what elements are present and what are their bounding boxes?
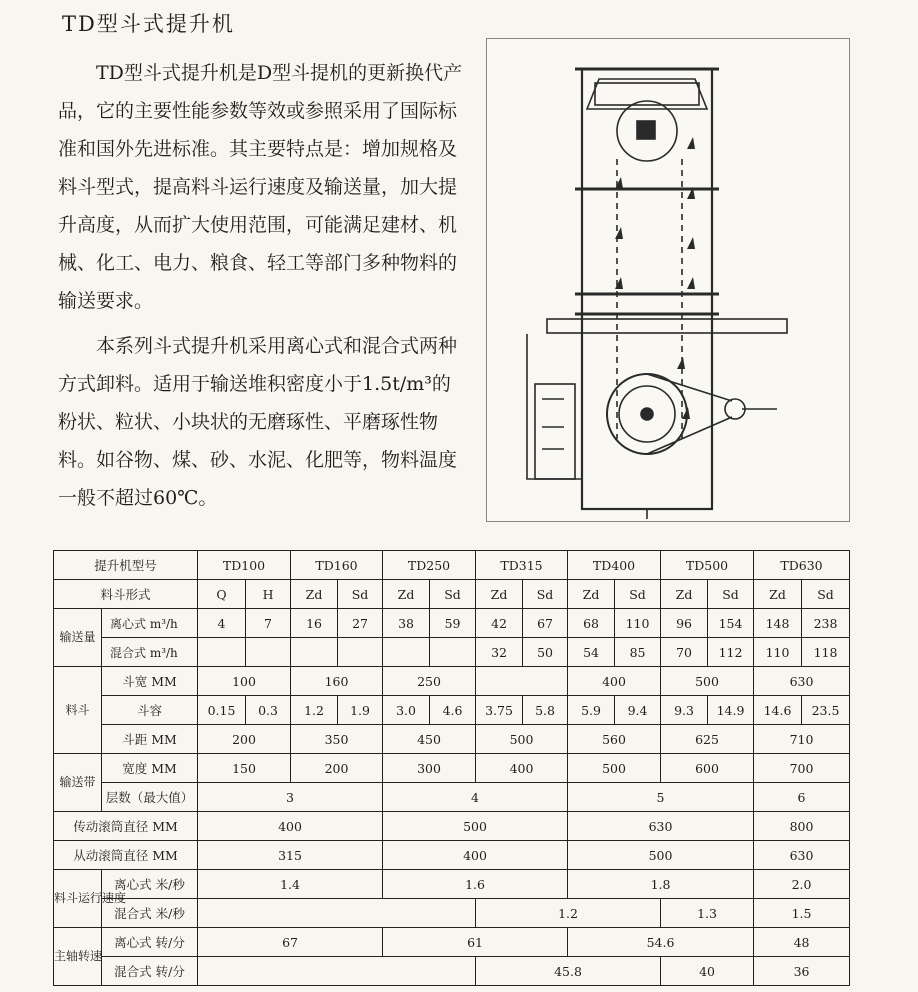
data-cell: Zd [661, 580, 708, 609]
data-cell: 61 [383, 928, 568, 957]
data-cell: Sd [802, 580, 850, 609]
model-cell: TD100 [198, 551, 291, 580]
data-cell: 50 [523, 638, 568, 667]
data-cell: 96 [661, 609, 708, 638]
data-cell: 27 [338, 609, 383, 638]
group-label: 料斗运行速度 [54, 870, 102, 928]
empty-cell [198, 957, 476, 986]
data-cell: 45.8 [476, 957, 661, 986]
intro-paragraph-1: TD型斗式提升机是D型斗提机的更新换代产品，它的主要性能参数等效或参照采用了国际标准和国外先进标准。其主要特点是：增加规格及料斗型式，提高料斗运行速度及输送量，加大提升高度，从而扩大使用范围，可能满足建材、机械、化工、电力、粮食、轻工等部门多种物料的输送要求。 [58, 62, 463, 312]
data-cell: 67 [523, 609, 568, 638]
row-shaft-centrifugal [54, 928, 850, 957]
header-cell: 离心式 米/秒 [102, 870, 198, 899]
data-cell: 1.5 [754, 899, 850, 928]
data-cell: 1.8 [568, 870, 754, 899]
header-cell: 混合式 m³/h [102, 638, 198, 667]
row-speed-mixed [54, 899, 850, 928]
data-cell: 625 [661, 725, 754, 754]
model-cell: TD500 [661, 551, 754, 580]
row-drive-pulley [54, 812, 850, 841]
data-cell: Sd [615, 580, 661, 609]
data-cell: 630 [754, 667, 850, 696]
data-cell: 560 [568, 725, 661, 754]
data-cell: 1.4 [198, 870, 383, 899]
header-cell: 斗距 MM [102, 725, 198, 754]
empty-cell [383, 638, 430, 667]
empty-cell [476, 667, 568, 696]
row-belt-layers [54, 783, 850, 812]
data-cell: H [246, 580, 291, 609]
page-title: TD型斗式提升机 [62, 12, 235, 36]
data-cell: 14.6 [754, 696, 802, 725]
data-cell: 710 [754, 725, 850, 754]
group-label: 料斗 [54, 667, 102, 754]
data-cell: Sd [708, 580, 754, 609]
data-cell: 0.3 [246, 696, 291, 725]
data-cell: Zd [476, 580, 523, 609]
header-cell: 离心式 转/分 [102, 928, 198, 957]
data-cell: 32 [476, 638, 523, 667]
data-cell: 14.9 [708, 696, 754, 725]
row-driven-pulley [54, 841, 850, 870]
intro-paragraph-2: 本系列斗式提升机采用离心式和混合式两种方式卸料。适用于输送堆积密度小于1.5t/m³的粉状、粒状、小块状的无磨琢性、平磨琢性物料。如谷物、煤、砂、水泥、化肥等，物料温度一般不超过60℃。 [58, 335, 458, 509]
data-cell: 200 [198, 725, 291, 754]
header-cell: 斗宽 MM [102, 667, 198, 696]
header-cell: 宽度 MM [102, 754, 198, 783]
row-speed-centrifugal [54, 870, 850, 899]
data-cell: 400 [198, 812, 383, 841]
row-bucket-volume [54, 696, 850, 725]
data-cell: 500 [383, 812, 568, 841]
row-mixed-capacity [54, 638, 850, 667]
data-cell: 400 [476, 754, 568, 783]
data-cell: 23.5 [802, 696, 850, 725]
header-cell: 提升机型号 [54, 551, 198, 580]
data-cell: Q [198, 580, 246, 609]
row-shaft-mixed [54, 957, 850, 986]
data-cell: Zd [291, 580, 338, 609]
header-cell: 离心式 m³/h [102, 609, 198, 638]
header-cell: 传动滚筒直径 MM [54, 812, 198, 841]
model-cell: TD160 [291, 551, 383, 580]
model-cell: TD250 [383, 551, 476, 580]
data-cell: 7 [246, 609, 291, 638]
data-cell: 3.0 [383, 696, 430, 725]
row-model [54, 551, 850, 580]
data-cell: Zd [383, 580, 430, 609]
row-bucket-width [54, 667, 850, 696]
data-cell: Zd [568, 580, 615, 609]
data-cell: 500 [568, 754, 661, 783]
data-cell: 3 [198, 783, 383, 812]
empty-cell [198, 899, 476, 928]
row-bucket-form [54, 580, 850, 609]
row-bucket-pitch [54, 725, 850, 754]
empty-cell [246, 638, 291, 667]
data-cell: 5.8 [523, 696, 568, 725]
data-cell: Sd [523, 580, 568, 609]
data-cell: 16 [291, 609, 338, 638]
data-cell: 6 [754, 783, 850, 812]
data-cell: 150 [198, 754, 291, 783]
data-cell: 250 [383, 667, 476, 696]
group-label: 输送量 [54, 609, 102, 667]
row-belt-width [54, 754, 850, 783]
header-cell: 层数（最大值） [102, 783, 198, 812]
data-cell: 48 [754, 928, 850, 957]
data-cell: 1.2 [291, 696, 338, 725]
data-cell: 38 [383, 609, 430, 638]
data-cell: 3.75 [476, 696, 523, 725]
data-cell: 160 [291, 667, 383, 696]
data-cell: 5 [568, 783, 754, 812]
data-cell: 350 [291, 725, 383, 754]
empty-cell [430, 638, 476, 667]
data-cell: 300 [383, 754, 476, 783]
data-cell: 200 [291, 754, 383, 783]
data-cell: 118 [802, 638, 850, 667]
data-cell: 1.3 [661, 899, 754, 928]
data-cell: 4.6 [430, 696, 476, 725]
data-cell: 54 [568, 638, 615, 667]
spec-table [53, 550, 850, 986]
data-cell: 400 [568, 667, 661, 696]
data-cell: 630 [754, 841, 850, 870]
data-cell: 59 [430, 609, 476, 638]
data-cell: 500 [568, 841, 754, 870]
data-cell: Sd [430, 580, 476, 609]
header-cell: 料斗形式 [54, 580, 198, 609]
data-cell: 5.9 [568, 696, 615, 725]
data-cell: 9.3 [661, 696, 708, 725]
data-cell: 1.6 [383, 870, 568, 899]
data-cell: 85 [615, 638, 661, 667]
data-cell: 100 [198, 667, 291, 696]
data-cell: 600 [661, 754, 754, 783]
model-cell: TD315 [476, 551, 568, 580]
data-cell: 2.0 [754, 870, 850, 899]
data-cell: 0.15 [198, 696, 246, 725]
data-cell: 70 [661, 638, 708, 667]
data-cell: 800 [754, 812, 850, 841]
data-cell: 4 [383, 783, 568, 812]
data-cell: Zd [754, 580, 802, 609]
empty-cell [338, 638, 383, 667]
row-centrifugal-capacity [54, 609, 850, 638]
group-label: 输送带 [54, 754, 102, 812]
data-cell: 1.9 [338, 696, 383, 725]
data-cell: Sd [338, 580, 383, 609]
empty-cell [198, 638, 246, 667]
header-cell: 从动滚筒直径 MM [54, 841, 198, 870]
data-cell: 315 [198, 841, 383, 870]
data-cell: 42 [476, 609, 523, 638]
data-cell: 700 [754, 754, 850, 783]
data-cell: 500 [661, 667, 754, 696]
data-cell: 500 [476, 725, 568, 754]
data-cell: 238 [802, 609, 850, 638]
data-cell: 630 [568, 812, 754, 841]
header-cell: 混合式 米/秒 [102, 899, 198, 928]
data-cell: 4 [198, 609, 246, 638]
data-cell: 110 [615, 609, 661, 638]
data-cell: 40 [661, 957, 754, 986]
data-cell: 110 [754, 638, 802, 667]
empty-cell [291, 638, 338, 667]
data-cell: 67 [198, 928, 383, 957]
model-cell: TD400 [568, 551, 661, 580]
elevator-drawing [486, 38, 850, 522]
data-cell: 68 [568, 609, 615, 638]
data-cell: 148 [754, 609, 802, 638]
data-cell: 1.2 [476, 899, 661, 928]
data-cell: 154 [708, 609, 754, 638]
model-cell: TD630 [754, 551, 850, 580]
group-label: 主轴转速 [54, 928, 102, 986]
data-cell: 450 [383, 725, 476, 754]
header-cell: 斗容 [102, 696, 198, 725]
data-cell: 112 [708, 638, 754, 667]
header-cell: 混合式 转/分 [102, 957, 198, 986]
data-cell: 9.4 [615, 696, 661, 725]
data-cell: 36 [754, 957, 850, 986]
data-cell: 400 [383, 841, 568, 870]
data-cell: 54.6 [568, 928, 754, 957]
